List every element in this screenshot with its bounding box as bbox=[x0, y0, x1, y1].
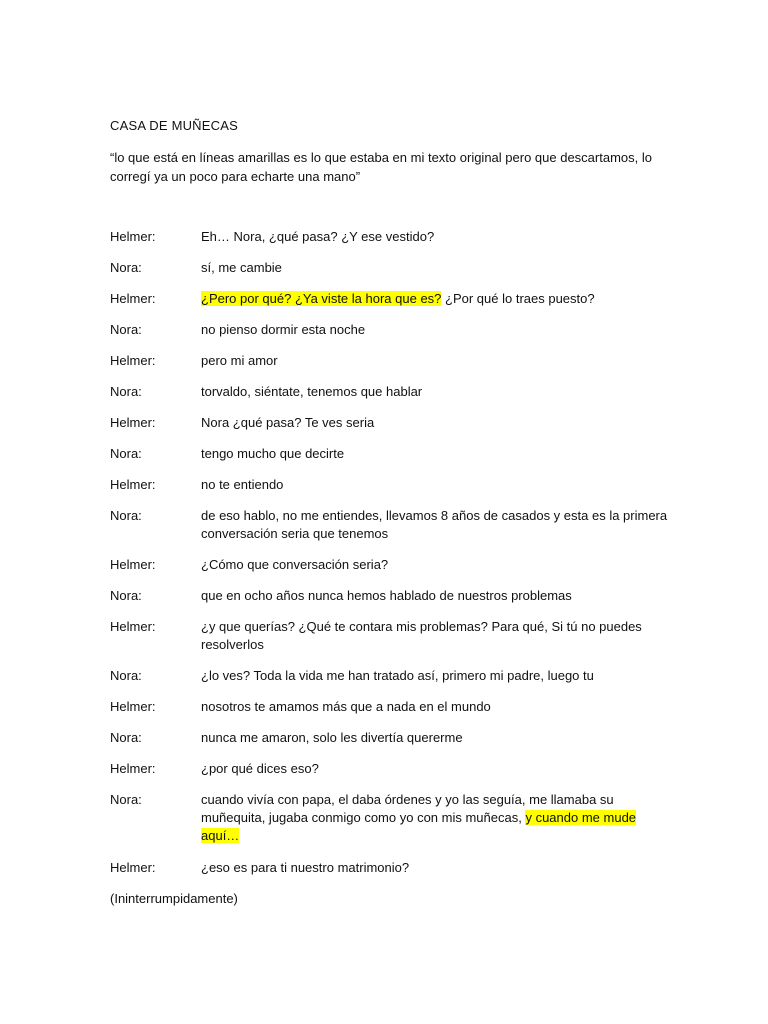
dialogue-line bbox=[110, 321, 670, 352]
highlighted-text: y cuando me mude aquí… bbox=[201, 810, 637, 843]
speech-text: Nora ¿qué pasa? Te ves seria bbox=[201, 415, 375, 430]
speaker-label: Helmer: bbox=[110, 761, 156, 776]
dialogue-line bbox=[110, 760, 670, 791]
dialogue-line bbox=[110, 476, 670, 507]
speech-text: nosotros te amamos más que a nada en el mundo bbox=[201, 699, 491, 714]
speech-text-main: cuando vivía con papa, el daba órdenes y yo las seguía, me llamaba su muñequita, jugaba conmigo como yo con mis muñecas, bbox=[201, 792, 614, 825]
speech-text: ¿Cómo que conversación seria? bbox=[201, 557, 389, 572]
speech-text: pero mi amor bbox=[201, 353, 278, 368]
speaker-label: Helmer: bbox=[110, 477, 156, 492]
speech-text bbox=[201, 290, 670, 308]
dialogue-line bbox=[110, 228, 670, 259]
speech-text: sí, me cambie bbox=[201, 260, 282, 275]
dialogue-line bbox=[110, 290, 670, 321]
dialogue-line bbox=[110, 414, 670, 445]
speech-text: torvaldo, siéntate, tenemos que hablar bbox=[201, 384, 423, 399]
dialogue-line bbox=[110, 698, 670, 729]
speech-text-rest: ¿Por qué lo traes puesto? bbox=[441, 291, 595, 306]
dialogue-line bbox=[110, 618, 670, 667]
dialogue-line bbox=[110, 859, 670, 890]
speech-text: ¿por qué dices eso? bbox=[201, 761, 319, 776]
speaker-label: Nora: bbox=[110, 446, 142, 461]
dialogue-line bbox=[110, 729, 670, 760]
stage-direction: (Ininterrumpidamente) bbox=[110, 891, 238, 906]
speaker-label: Helmer: bbox=[110, 229, 156, 244]
speech-text: tengo mucho que decirte bbox=[201, 446, 345, 461]
speaker-label: Helmer: bbox=[110, 619, 156, 634]
speaker-label: Helmer: bbox=[110, 415, 156, 430]
speaker-label: Nora: bbox=[110, 260, 142, 275]
dialogue-line bbox=[110, 556, 670, 587]
dialogue-line bbox=[110, 587, 670, 618]
speaker-label: Helmer: bbox=[110, 699, 156, 714]
dialogue-line bbox=[110, 383, 670, 414]
speech-text: Eh… Nora, ¿qué pasa? ¿Y ese vestido? bbox=[201, 229, 435, 244]
speaker-label: Nora: bbox=[110, 508, 142, 523]
speaker-label: Nora: bbox=[110, 792, 142, 807]
dialogue-line bbox=[110, 507, 670, 556]
highlighted-text: ¿Pero por qué? ¿Ya viste la hora que es? bbox=[201, 291, 442, 306]
dialogue-script bbox=[110, 228, 670, 890]
speech-text: no pienso dormir esta noche bbox=[201, 322, 366, 337]
speaker-label: Helmer: bbox=[110, 291, 156, 306]
speaker-label: Helmer: bbox=[110, 860, 156, 875]
speaker-label: Nora: bbox=[110, 668, 142, 683]
dialogue-line bbox=[110, 791, 670, 859]
dialogue-line bbox=[110, 667, 670, 698]
dialogue-line bbox=[110, 352, 670, 383]
speaker-label: Helmer: bbox=[110, 557, 156, 572]
document-title: CASA DE MUÑECAS bbox=[110, 118, 238, 133]
speech-text: ¿eso es para ti nuestro matrimonio? bbox=[201, 860, 410, 875]
speech-text: nunca me amaron, solo les divertía quererme bbox=[201, 730, 463, 745]
speech-text bbox=[201, 791, 670, 845]
speaker-label: Helmer: bbox=[110, 353, 156, 368]
speaker-label: Nora: bbox=[110, 730, 142, 745]
editor-note-quote: “lo que está en líneas amarillas es lo que estaba en mi texto original pero que descartamos, lo corregí ya un poco para echarte una mano” bbox=[110, 150, 652, 184]
speech-text: ¿lo ves? Toda la vida me han tratado así, primero mi padre, luego tu bbox=[201, 668, 594, 683]
speaker-label: Nora: bbox=[110, 322, 142, 337]
speech-text: ¿y que querías? ¿Qué te contara mis problemas? Para qué, Si tú no puedes resolverlos bbox=[201, 619, 642, 652]
dialogue-line bbox=[110, 259, 670, 290]
speech-text: no te entiendo bbox=[201, 477, 284, 492]
speaker-label: Nora: bbox=[110, 384, 142, 399]
speech-text: que en ocho años nunca hemos hablado de nuestros problemas bbox=[201, 588, 572, 603]
speaker-label: Nora: bbox=[110, 588, 142, 603]
dialogue-line bbox=[110, 445, 670, 476]
speech-text: de eso hablo, no me entiendes, llevamos 8 años de casados y esta es la primera conversación seria que tenemos bbox=[201, 508, 668, 541]
